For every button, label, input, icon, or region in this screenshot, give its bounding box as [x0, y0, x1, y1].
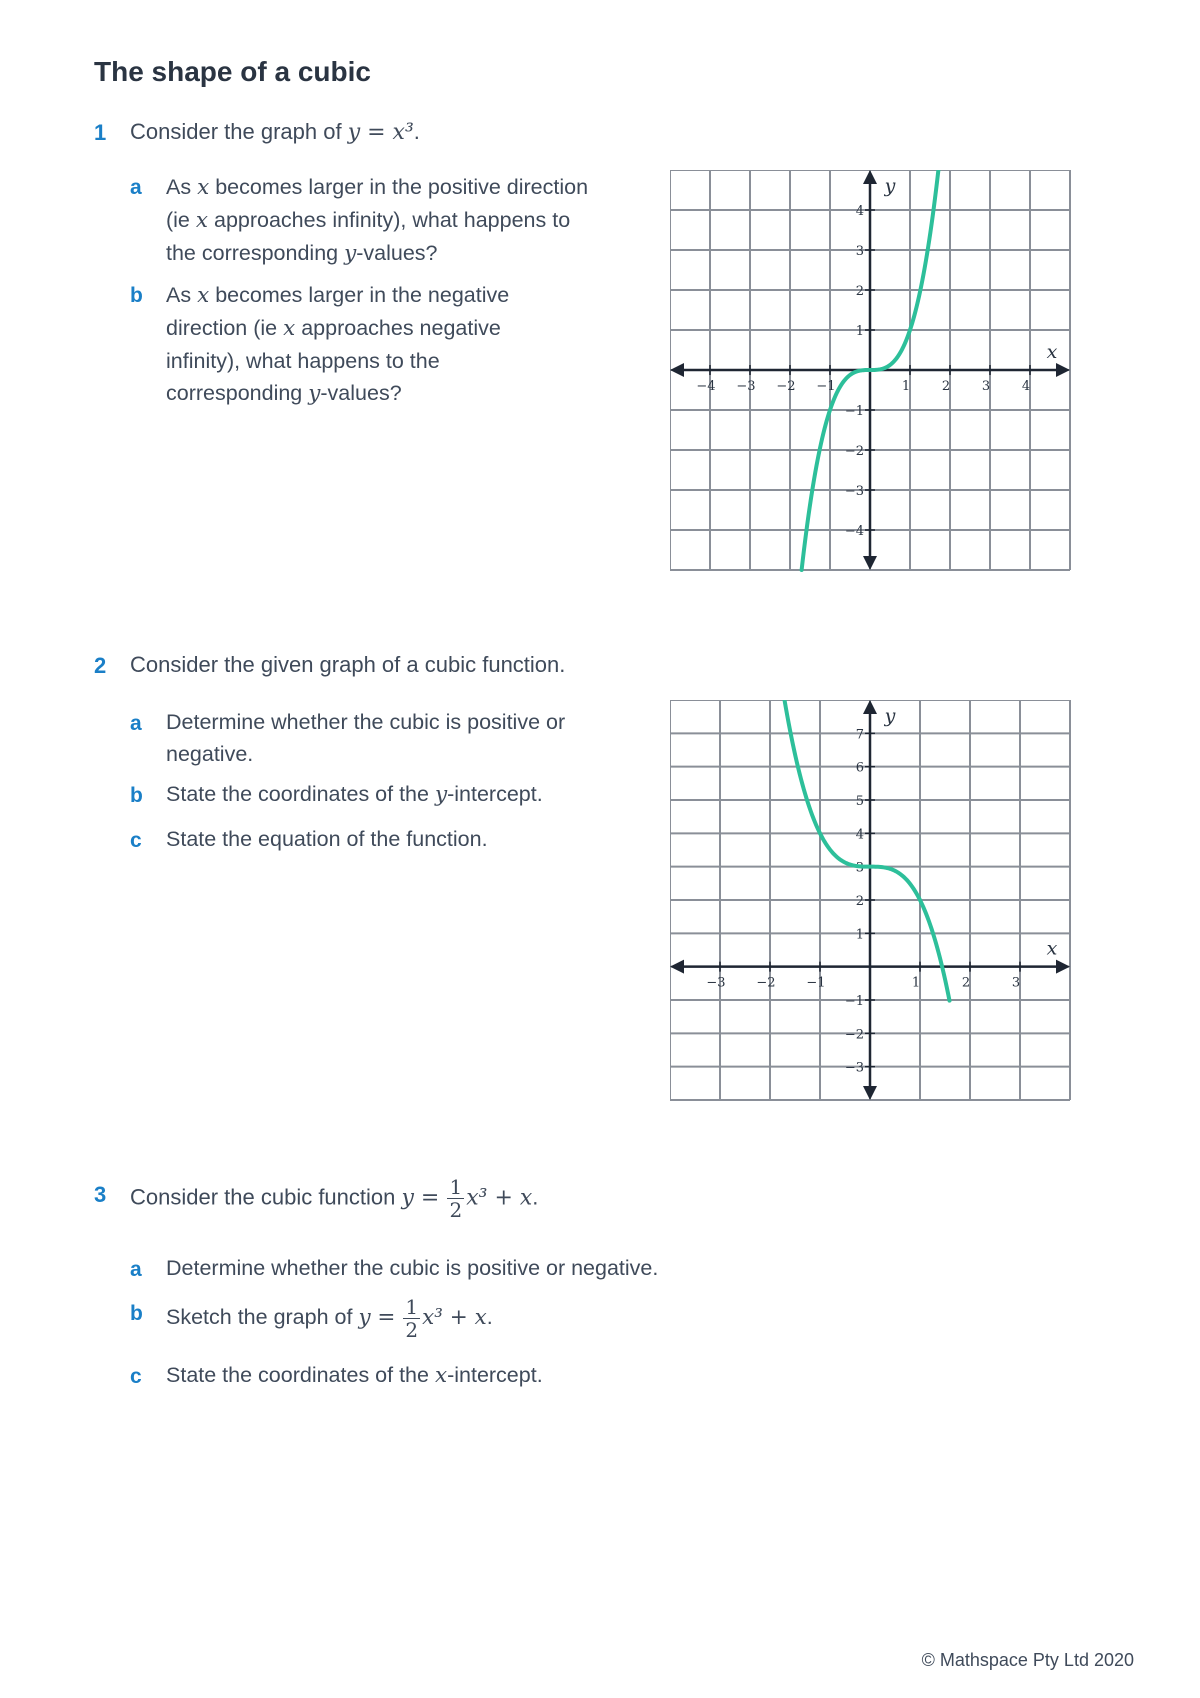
math-var: x: [197, 283, 210, 308]
part-label: c: [130, 1365, 142, 1388]
cubic-curve: [785, 700, 950, 1001]
text-segment: approaches infinity), what happens to the corresponding: [166, 208, 571, 265]
math-var: x: [197, 175, 210, 200]
y-tick-label: −2: [844, 444, 864, 459]
y-tick-label: 1: [855, 324, 864, 339]
question-text: Consider the given graph of a cubic function.: [130, 652, 566, 677]
math-var: y: [344, 241, 357, 266]
question-text: [130, 116, 420, 149]
math-rhs: x³ + x: [422, 1305, 487, 1331]
fraction: [447, 1176, 464, 1221]
text-segment: -intercept.: [447, 782, 543, 806]
question-number: 2: [94, 653, 107, 678]
fraction-denominator: 2: [449, 1198, 463, 1222]
math-lhs: y =: [401, 1185, 440, 1211]
question-text: [130, 1176, 538, 1221]
text-segment: .: [486, 1305, 493, 1330]
x-axis-arrow-right: [1056, 363, 1070, 377]
y-tick-label: −2: [844, 1027, 864, 1043]
x-tick-label: −1: [816, 379, 836, 394]
fraction-numerator: 1: [449, 1175, 463, 1199]
x-axis-arrow-right: [1056, 960, 1070, 974]
question-text-end: .: [413, 119, 420, 144]
math-var: x: [195, 208, 209, 233]
copyright-footer: © Mathspace Pty Ltd 2020: [921, 1650, 1134, 1670]
part-text: [166, 1296, 866, 1341]
y-tick-label: −3: [844, 484, 864, 499]
part-text: State the equation of the function.: [166, 827, 488, 851]
y-axis-arrow-down: [863, 556, 877, 570]
math-lhs: y =: [358, 1305, 396, 1331]
text-segment: State the coordinates of the: [166, 1363, 435, 1387]
question-text-lead: Consider the graph of: [130, 119, 348, 144]
math-expression: y = x³: [347, 120, 414, 145]
text-segment: becomes larger in the negative direction (ie: [166, 283, 510, 340]
text-segment: becomes larger in the positive direction (ie: [166, 175, 589, 232]
x-tick-label: −4: [696, 379, 716, 394]
x-tick-label: 1: [911, 975, 921, 991]
text-segment: As: [166, 283, 198, 307]
part-label: b: [130, 1302, 143, 1325]
y-tick-label: 7: [855, 727, 864, 743]
part-label: b: [130, 284, 143, 307]
part-label: a: [130, 712, 142, 735]
x-tick-label: 2: [941, 379, 951, 394]
part-label: b: [130, 784, 143, 807]
y-axis-arrow-up: [863, 700, 877, 714]
y-tick-label: 3: [855, 860, 864, 876]
math-rhs: x³ + x: [466, 1185, 533, 1211]
part-label: c: [130, 829, 142, 852]
y-axis-arrow-down: [863, 1086, 877, 1100]
y-tick-label: 1: [855, 927, 864, 943]
x-axis-label: x: [1046, 341, 1058, 363]
fraction-numerator: 1: [405, 1295, 419, 1319]
y-tick-label: −1: [844, 404, 864, 419]
fraction: [403, 1296, 420, 1341]
part-label: a: [130, 176, 142, 199]
cubic-graph-2: [670, 700, 1090, 1105]
x-tick-label: −3: [736, 379, 756, 394]
part-text: [166, 778, 646, 811]
part-text: Determine whether the cubic is positive or negative.: [166, 710, 566, 766]
part-label: a: [130, 1258, 142, 1281]
x-axis-arrow-left: [670, 960, 684, 974]
part-text: [166, 1359, 866, 1392]
question-number: 1: [94, 120, 107, 145]
x-tick-label: 2: [961, 975, 971, 991]
y-tick-label: 5: [855, 794, 864, 809]
cubic-graph-1: [670, 170, 1090, 576]
part-text: [166, 171, 606, 270]
text-segment: -intercept.: [447, 1363, 543, 1387]
question-text-lead: Consider the cubic function: [130, 1184, 402, 1210]
y-tick-label: −1: [844, 994, 864, 1009]
text-segment: approaches negative infinity), what happens to the corresponding: [166, 316, 501, 405]
y-tick-label: −3: [844, 1060, 864, 1076]
x-tick-label: 3: [981, 379, 991, 394]
x-tick-label: 4: [1021, 379, 1031, 394]
y-tick-label: 4: [855, 827, 864, 843]
x-tick-label: −3: [706, 975, 726, 991]
part-text: [166, 279, 556, 410]
math-var: x: [434, 1363, 448, 1388]
y-tick-label: 4: [855, 204, 864, 219]
y-tick-label: 2: [855, 894, 864, 909]
y-tick-label: 3: [855, 244, 864, 259]
question-text-end: .: [532, 1184, 539, 1210]
math-var: x: [283, 316, 296, 341]
y-tick-label: −4: [844, 524, 864, 539]
part-text: Determine whether the cubic is positive or negative.: [166, 1256, 659, 1280]
y-axis-label: y: [884, 705, 896, 727]
text-segment: State the coordinates of the: [166, 782, 435, 806]
y-axis-label: y: [884, 175, 896, 197]
math-var: y: [308, 381, 321, 406]
x-tick-label: −2: [756, 975, 776, 991]
x-tick-label: −2: [776, 379, 796, 394]
fraction-denominator: 2: [405, 1318, 419, 1342]
y-tick-label: 6: [855, 760, 864, 776]
x-tick-label: −1: [806, 975, 826, 991]
y-axis-arrow-up: [863, 170, 877, 184]
text-segment: As: [166, 175, 198, 199]
y-tick-label: 2: [855, 284, 864, 299]
text-segment: Sketch the graph of: [166, 1305, 359, 1330]
x-tick-label: 1: [901, 379, 911, 394]
question-number: 3: [94, 1182, 107, 1207]
x-axis-arrow-left: [670, 363, 684, 377]
text-segment: -values?: [320, 381, 402, 405]
x-tick-label: 3: [1011, 975, 1021, 991]
text-segment: -values?: [356, 241, 438, 265]
page-title: The shape of a cubic: [94, 56, 371, 87]
math-var: y: [434, 782, 448, 807]
x-axis-label: x: [1046, 937, 1058, 960]
